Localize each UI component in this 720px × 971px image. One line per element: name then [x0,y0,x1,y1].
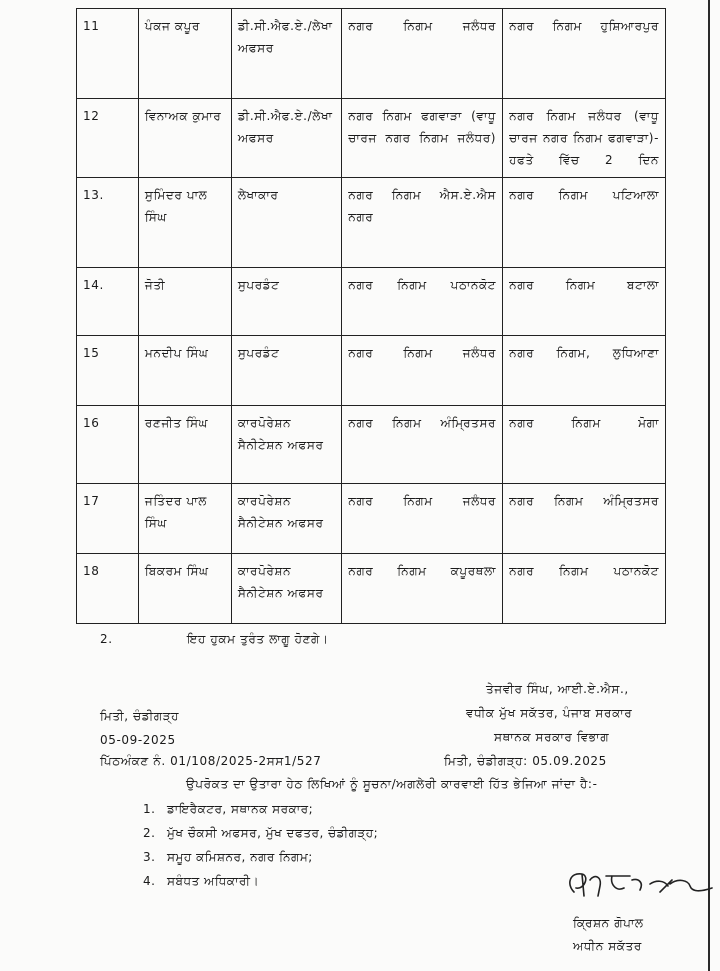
serial-number-cell: 15 [77,336,139,406]
posted-to-cell: ਨਗਰ ਨਿਗਮ ਹੁਸ਼ਿਆਰਪੁਰ [503,9,666,99]
handwritten-signature [560,862,720,910]
serial-number-cell: 17 [77,484,139,554]
employee-name-cell: ਰਣਜੀਤ ਸਿੰਘ [138,406,231,484]
table-row [77,484,666,554]
designation-cell: ਲੇਖਾਕਾਰ [231,178,341,268]
employee-name-cell: ਵਿਨਾਅਕ ਕੁਮਾਰ [138,99,231,178]
employee-name-cell: ਪੰਕਜ ਕਪੂਰ [138,9,231,99]
table-row [77,99,666,178]
table-row [77,336,666,406]
page-edge-line [708,0,710,971]
serial-number-cell: 14. [77,268,139,336]
posted-to-cell: ਨਗਰ ਨਿਗਮ ਪਠਾਨਕੋਟ [503,554,666,624]
table-row [77,178,666,268]
serial-number-cell: 11 [77,9,139,99]
recipient-item [143,826,378,841]
posted-to-cell: ਨਗਰ ਨਿਗਮ, ਲੁਧਿਆਣਾ [503,336,666,406]
posted-from-cell: ਨਗਰ ਨਿਗਮ ਜਲੰਧਰ [342,336,503,406]
employee-name-cell: ਜੋਤੀ [138,268,231,336]
recipient-text: ਸਮੂਹ ਕਮਿਸ਼ਨਰ, ਨਗਰ ਨਿਗਮ; [167,850,313,864]
posted-from-cell: ਨਗਰ ਨਿਗਮ ਅੰਮ੍ਰਿਤਸਰ [342,406,503,484]
posted-to-cell: ਨਗਰ ਨਿਗਮ ਅੰਮ੍ਰਿਤਸਰ [503,484,666,554]
recipient-number: 1. [143,802,156,816]
table-row [77,9,666,99]
recipient-text: ਸਬੰਧਤ ਅਧਿਕਾਰੀ। [167,874,260,888]
table-row [77,268,666,336]
designation-cell: ਡੀ.ਸੀ.ਐਫ.ਏ./ਲੇਖਾ ਅਫਸਰ [231,9,341,99]
forwarding-text: ਉਪਰੋਕਤ ਦਾ ਉਤਾਰਾ ਹੇਠ ਲਿਖਿਆਂ ਨੂੰ ਸੂਚਨਾ/ਅਗਲੇਰੀ ਕਾਰਵਾਈ ਹਿੱਤ ਭੇਜਿਆ ਜਾਂਦਾ ਹੈ:- [186,777,598,791]
posted-to-cell: ਨਗਰ ਨਿਗਮ ਮੋਗਾ [503,406,666,484]
recipient-number: 4. [143,874,156,888]
signatory-department: ਸਥਾਨਕ ਸਰਕਾਰ ਵਿਭਾਗ [494,730,610,744]
employee-name-cell: ਜਤਿੰਦਰ ਪਾਲ ਸਿੰਘ [138,484,231,554]
table-row [77,554,666,624]
posted-from-cell: ਨਗਰ ਨਿਗਮ ਕਪੂਰਥਲਾ [342,554,503,624]
serial-number-cell: 18 [77,554,139,624]
posted-from-cell: ਨਗਰ ਨਿਗਮ ਜਲੰਧਰ [342,9,503,99]
order-date: 05-09-2025 [100,733,176,747]
designation-cell: ਕਾਰਪੋਰੇਸ਼ਨ ਸੈਨੀਟੇਸ਼ਨ ਅਫਸਰ [231,406,341,484]
recipient-item [143,802,313,817]
posted-from-cell: ਨਗਰ ਨਿਗਮ ਫਗਵਾੜਾ (ਵਾਧੂ ਚਾਰਜ ਨਗਰ ਨਿਗਮ ਜਲੰਧਰ) [342,99,503,178]
transfer-table [76,8,666,624]
posted-from-cell: ਨਗਰ ਨਿਗਮ ਐਸ.ਏ.ਐਸ ਨਗਰ [342,178,503,268]
posted-to-cell: ਨਗਰ ਨਿਗਮ ਪਟਿਆਲਾ [503,178,666,268]
posted-to-cell: ਨਗਰ ਨਿਗਮ ਬਟਾਲਾ [503,268,666,336]
serial-number-cell: 13. [77,178,139,268]
serial-number-cell: 12 [77,99,139,178]
table-row [77,406,666,484]
posted-from-cell: ਨਗਰ ਨਿਗਮ ਜਲੰਧਰ [342,484,503,554]
designation-cell: ਡੀ.ਸੀ.ਐਫ.ਏ./ਲੇਖਾ ਅਫਸਰ [231,99,341,178]
posted-from-cell: ਨਗਰ ਨਿਗਮ ਪਠਾਨਕੋਟ [342,268,503,336]
clause-number: 2. [100,632,113,646]
employee-name-cell: ਬਿਕਰਮ ਸਿੰਘ [138,554,231,624]
recipient-number: 2. [143,826,156,840]
clause-text: ਇਹ ਹੁਕਮ ਤੁਰੰਤ ਲਾਗੂ ਹੋਣਗੇ। [187,632,329,646]
employee-name-cell: ਸੁਮਿੰਦਰ ਪਾਲ ਸਿੰਘ [138,178,231,268]
undersigned-name: ਕ੍ਰਿਸ਼ਨ ਗੋਪਾਲ [573,916,644,930]
recipient-item [143,850,313,865]
recipient-item [143,874,259,889]
recipient-text: ਡਾਇਰੈਕਟਰ, ਸਥਾਨਕ ਸਰਕਾਰ; [167,802,314,816]
signatory-name: ਤੇਜਵੀਰ ਸਿੰਘ, ਆਈ.ਏ.ਐਸ., [486,682,629,696]
recipient-number: 3. [143,850,156,864]
designation-cell: ਕਾਰਪੋਰੇਸ਼ਨ ਸੈਨੀਟੇਸ਼ਨ ਅਫਸਰ [231,554,341,624]
endorsement-date: ਮਿਤੀ, ਚੰਡੀਗੜ੍ਹ: 05.09.2025 [444,754,607,768]
signatory-designation: ਵਧੀਕ ਮੁੱਖ ਸਕੱਤਰ, ਪੰਜਾਬ ਸਰਕਾਰ [466,706,633,720]
employee-name-cell: ਮਨਦੀਪ ਸਿੰਘ [138,336,231,406]
designation-cell: ਕਾਰਪੋਰੇਸ਼ਨ ਸੈਨੀਟੇਸ਼ਨ ਅਫਸਰ [231,484,341,554]
undersigned-designation: ਅਧੀਨ ਸਕੱਤਰ [573,939,642,953]
designation-cell: ਸੁਪਰਡੰਟ [231,336,341,406]
place: ਮਿਤੀ, ਚੰਡੀਗੜ੍ਹ [100,709,180,723]
serial-number-cell: 16 [77,406,139,484]
posted-to-cell: ਨਗਰ ਨਿਗਮ ਜਲੰਧਰ (ਵਾਧੂ ਚਾਰਜ ਨਗਰ ਨਿਗਮ ਫਗਵਾੜਾ)- ਹਫਤੇ ਵਿੱਚ 2 ਦਿਨ [503,99,666,178]
recipient-text: ਮੁੱਖ ਚੌਕਸੀ ਅਫਸਰ, ਮੁੱਖ ਦਫਤਰ, ਚੰਡੀਗੜ੍ਹ; [167,826,379,840]
endorsement-number: ਪਿੱਠਅੰਕਣ ਨੰ. 01/108/2025-2ਸਸ1/527 [100,754,322,768]
designation-cell: ਸੁਪਰਡੰਟ [231,268,341,336]
